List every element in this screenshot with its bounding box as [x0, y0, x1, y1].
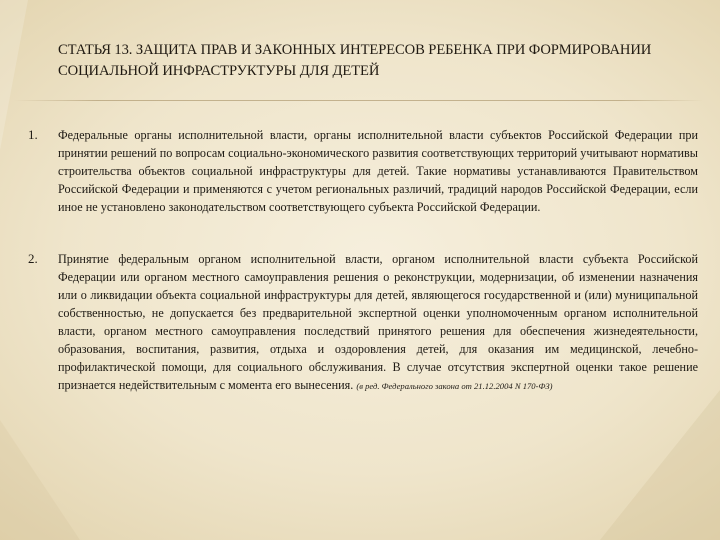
list-item-body: Федеральные органы исполнительной власти, органы исполнительной власти субъектов Российской Федерации при принятии решений по вопросам социально-экономического развития соответствующих территорий учитывают нормативы строительства объектов социальной инфраструктуры для детей. Такие нормативы устанавливаются Правительством Российской Федерации и применяются с учетом региональных различий, традиций народов Российской Федерации, если иное не установлено законодательством соответствующего субъекта Российской Федерации.: [58, 128, 698, 214]
list-item-number: 1.: [28, 127, 38, 142]
amendment-note: (в ред. Федерального закона от 21.12.2004 N 170-ФЗ): [356, 381, 553, 391]
list-item-text: [58, 250, 698, 395]
slide-title-line-1: СТАТЬЯ 13. ЗАЩИТА ПРАВ И ЗАКОННЫХ ИНТЕРЕСОВ РЕБЕНКА ПРИ ФОРМИРОВАНИИ: [58, 42, 652, 58]
slide-title: [58, 40, 720, 82]
list-item-body: Принятие федеральным органом исполнительной власти, органом исполнительной власти субъекта Российской Федерации или органом местного самоуправления решения о реконструкции, модернизации, об изменении назначения или о ликвидации объекта социальной инфраструктуры для детей, являющегося государственной и (или) муниципальной собственностью, не допускается без предварительной экспертной оценки уполномоченным органом исполнительной власти, органом местного самоуправления последствий принятого решения для обеспечения жизнедеятельности, образования, воспитания, развития, отдыха и оздоровления детей, для оказания им медицинской, лечебно-профилактической помощи, для социального обслуживания. В случае отсутствия экспертной оценки такое решение признается недействительным с момента его вынесения.: [58, 252, 698, 392]
title-divider: [14, 100, 704, 101]
list-item-number: 2.: [28, 251, 38, 266]
list-item-text: [58, 126, 698, 216]
slide-title-line-2: СОЦИАЛЬНОЙ ИНФРАСТРУКТУРЫ ДЛЯ ДЕТЕЙ: [58, 63, 380, 79]
